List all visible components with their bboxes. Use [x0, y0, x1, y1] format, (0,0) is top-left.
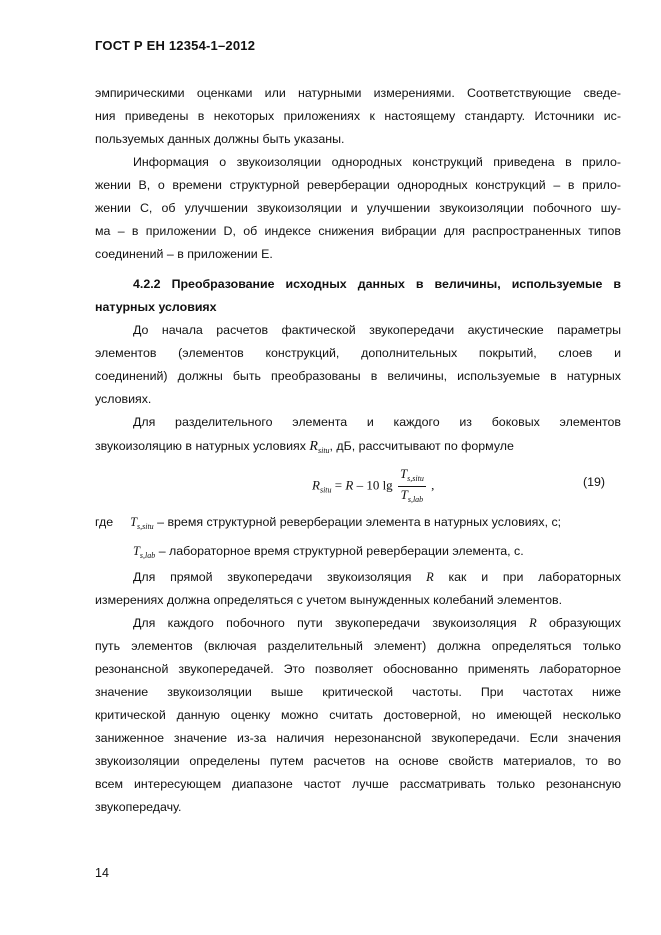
para2-line: Информация о звукоизоляции однородных конструкций приведена в прило- — [133, 155, 621, 169]
para4-line: звукоизоляцию в натурных условиях $R_{situ}$, дБ, рассчитывают по формуле — [95, 439, 514, 455]
where-item: где $T_{s,situ}$ – время структурной реверберации элемента в натурных условиях, с; — [95, 515, 562, 531]
para3-line: До начала расчетов фактической звукопередачи акустические параметры — [133, 323, 621, 337]
symbol-r: R — [309, 439, 318, 454]
para2-line: ма – в приложении D, об индексе снижения вибрации для распространенных типов — [95, 224, 621, 238]
para3-line: условиях. — [95, 392, 152, 406]
para6-line: заниженное значение из-за наличия нерезонансной звукопередачи. Если значения — [95, 731, 621, 745]
formula-19: $R_{situ} = R - 10$ lg $\frac{T_{s,situ}}{T_{s,lab}}$ , — [312, 466, 434, 506]
para6-line: звукопередачу. — [95, 800, 182, 814]
where-label: где — [95, 515, 114, 529]
para1-line: эмпирическими оценками или натурными измерениями. Соответствующие сведе- — [95, 86, 621, 100]
page-number: 14 — [95, 866, 109, 880]
para5-line: измерениях должна определяться с учетом вынужденных колебаний элементов. — [95, 593, 563, 607]
para6-line: резонансной звукопередачей. Это позволяет обоснованно применять лабораторное — [95, 662, 621, 676]
para6-line: значение звукоизоляции выше критической частоты. При частотах ниже — [95, 685, 621, 699]
para6-line: критической данную оценку можно считать достоверной, но имеющей несколько — [95, 708, 621, 722]
section-title: Преобразование исходных данных в величины, используемые в — [171, 277, 621, 291]
para6-line: Для каждого побочного пути звукопередачи звукоизоляция R образующих — [133, 616, 621, 630]
formula-fraction: $\frac{T_{s,situ}}{T_{s,lab}}$ — [399, 466, 424, 504]
section-heading-line2: натурных условиях — [95, 300, 217, 314]
para1-line: пользуемых данных должны быть указаны. — [95, 132, 345, 146]
equation-number: (19) — [583, 475, 606, 489]
para6-line: всем интересующем диапазоне частот лучше рассматривать только резонансную — [95, 777, 621, 791]
para2-line: жении С, об улучшении звукоизоляции и улучшении звукоизоляции побочного шу- — [95, 201, 621, 215]
para6-line: звукоизоляции определены путем расчетов на основе свойств материалов, то во — [95, 754, 621, 768]
para5-line: Для прямой звукопередачи звукоизоляция R как и при лабораторных — [133, 570, 621, 584]
para1-line: ния приведены в некоторых приложениях к настоящему стандарту. Источники ис- — [95, 109, 621, 123]
section-number: 4.2.2 — [133, 277, 161, 291]
where-item: $T_{s,lab}$ – лабораторное время структурной реверберации элемента, с. — [133, 544, 524, 560]
para2-line: жении В, о времени структурной реверберации однородных конструкций – в прило- — [95, 178, 621, 192]
section-heading — [133, 276, 621, 292]
para4-line: Для разделительного элемента и каждого из боковых элементов — [133, 415, 621, 429]
para2-line: соединений – в приложении Е. — [95, 247, 273, 261]
document-header: ГОСТ Р ЕН 12354-1–2012 — [95, 38, 256, 53]
para3-line: соединений) должны быть преобразованы в величины, используемые в натурных — [95, 369, 621, 383]
para3-line: элементов (элементов конструкций, дополнительных покрытий, слоев и — [95, 346, 621, 360]
para6-line: путь элементов (включая разделительный элемент) должна определяться только — [95, 639, 621, 653]
